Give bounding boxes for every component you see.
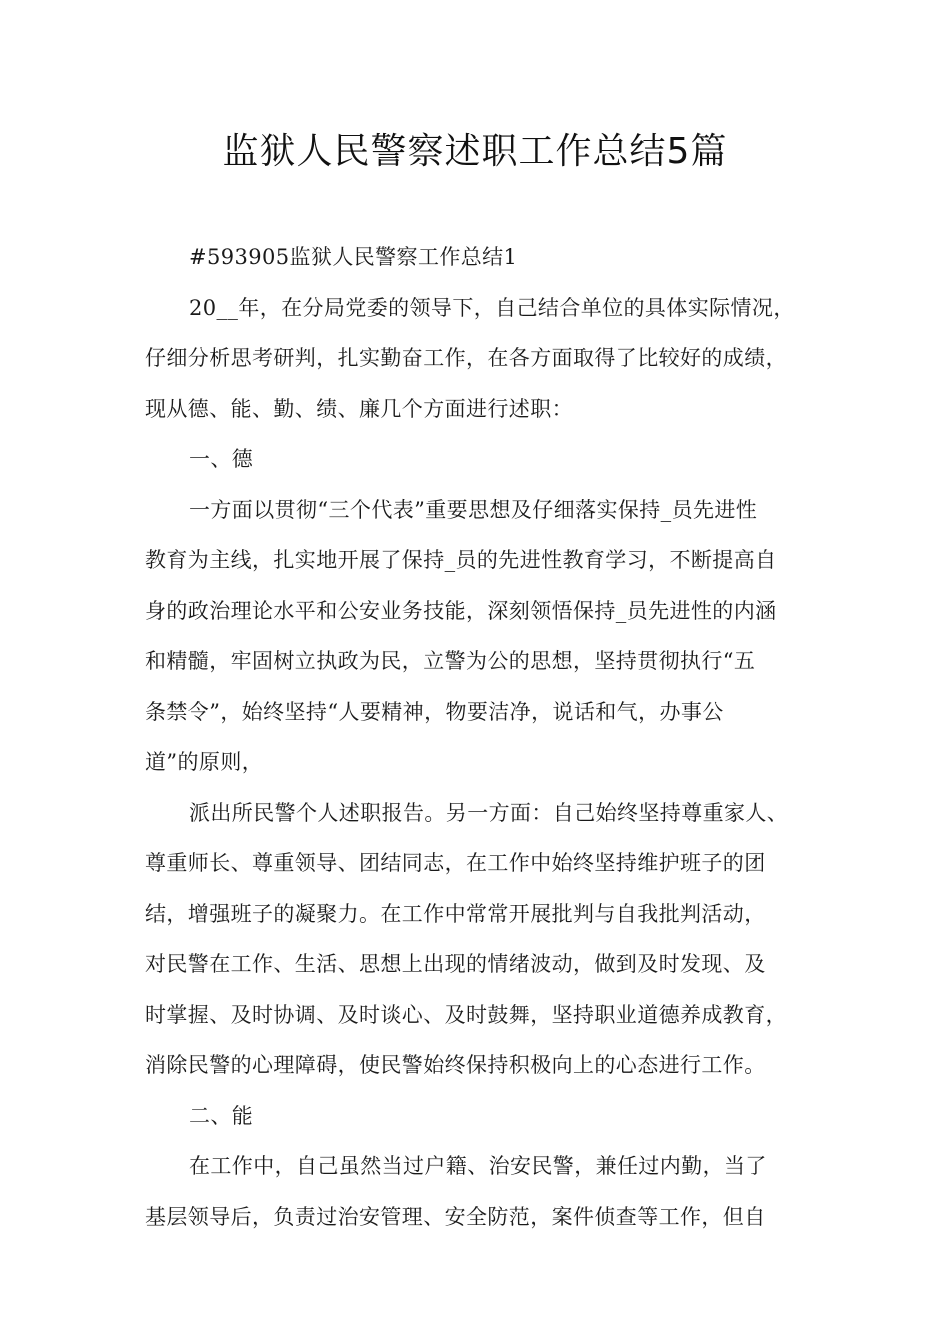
paragraph-line: 结，增强班子的凝聚力。在工作中常常开展批判与自我批判活动， bbox=[145, 901, 766, 926]
paragraph-line: 教育为主线，扎实地开展了保持_员的先进性教育学习，不断提高自 bbox=[145, 548, 777, 572]
paragraph-de-1 bbox=[145, 485, 845, 788]
paragraph-heading-1 bbox=[145, 232, 845, 283]
section-heading-de bbox=[145, 434, 845, 485]
paragraph-line: 仔细分析思考研判，扎实勤奋工作，在各方面取得了比较好的成绩， bbox=[145, 346, 787, 370]
paragraph-line: 身的政治理论水平和公安业务技能，深刻领悟保持_员先进性的内涵 bbox=[145, 598, 777, 623]
paragraph-line: 二、能 bbox=[189, 1103, 254, 1128]
paragraph-line: 在工作中，自己虽然当过户籍、治安民警，兼任过内勤，当了 bbox=[189, 1154, 767, 1178]
paragraph-line: #593905监狱人民警察工作总结1 bbox=[189, 245, 518, 269]
paragraph-line: 条禁令”，始终坚持“人要精神，物要洁净，说话和气，办事公 bbox=[145, 699, 724, 724]
paragraph-line: 20__年，在分局党委的领导下，自己结合单位的具体实际情况， bbox=[189, 295, 795, 320]
paragraph-line: 消除民警的心理障碍，使民警始终保持积极向上的心态进行工作。 bbox=[145, 1053, 766, 1077]
section-heading-neng bbox=[145, 1091, 845, 1142]
paragraph-line: 道”的原则， bbox=[145, 750, 264, 774]
paragraph-line: 一方面以贯彻“三个代表”重要思想及仔细落实保持_员先进性 bbox=[189, 497, 758, 522]
paragraph-line: 派出所民警个人述职报告。另一方面：自己始终坚持尊重家人、 bbox=[189, 800, 789, 825]
paragraph-neng-1 bbox=[145, 1141, 845, 1242]
document-body bbox=[145, 232, 845, 1242]
paragraph-line: 现从德、能、勤、绩、廉几个方面进行述职： bbox=[145, 396, 573, 421]
paragraph-intro bbox=[145, 283, 845, 435]
paragraph-line: 基层领导后，负责过治安管理、安全防范，案件侦查等工作，但自 bbox=[145, 1204, 766, 1229]
paragraph-line: 和精髓，牢固树立执政为民，立警为公的思想，坚持贯彻执行“五 bbox=[145, 649, 756, 673]
paragraph-line: 对民警在工作、生活、思想上出现的情绪波动，做到及时发现、及 bbox=[145, 952, 766, 976]
document-title: 监狱人民警察述职工作总结5篇 bbox=[222, 131, 728, 172]
paragraph-de-2 bbox=[145, 788, 845, 1091]
paragraph-line: 尊重师长、尊重领导、团结同志，在工作中始终坚持维护班子的团 bbox=[145, 851, 766, 875]
paragraph-line: 一、德 bbox=[189, 447, 254, 471]
paragraph-line: 时掌握、及时协调、及时谈心、及时鼓舞，坚持职业道德养成教育， bbox=[145, 1002, 787, 1027]
